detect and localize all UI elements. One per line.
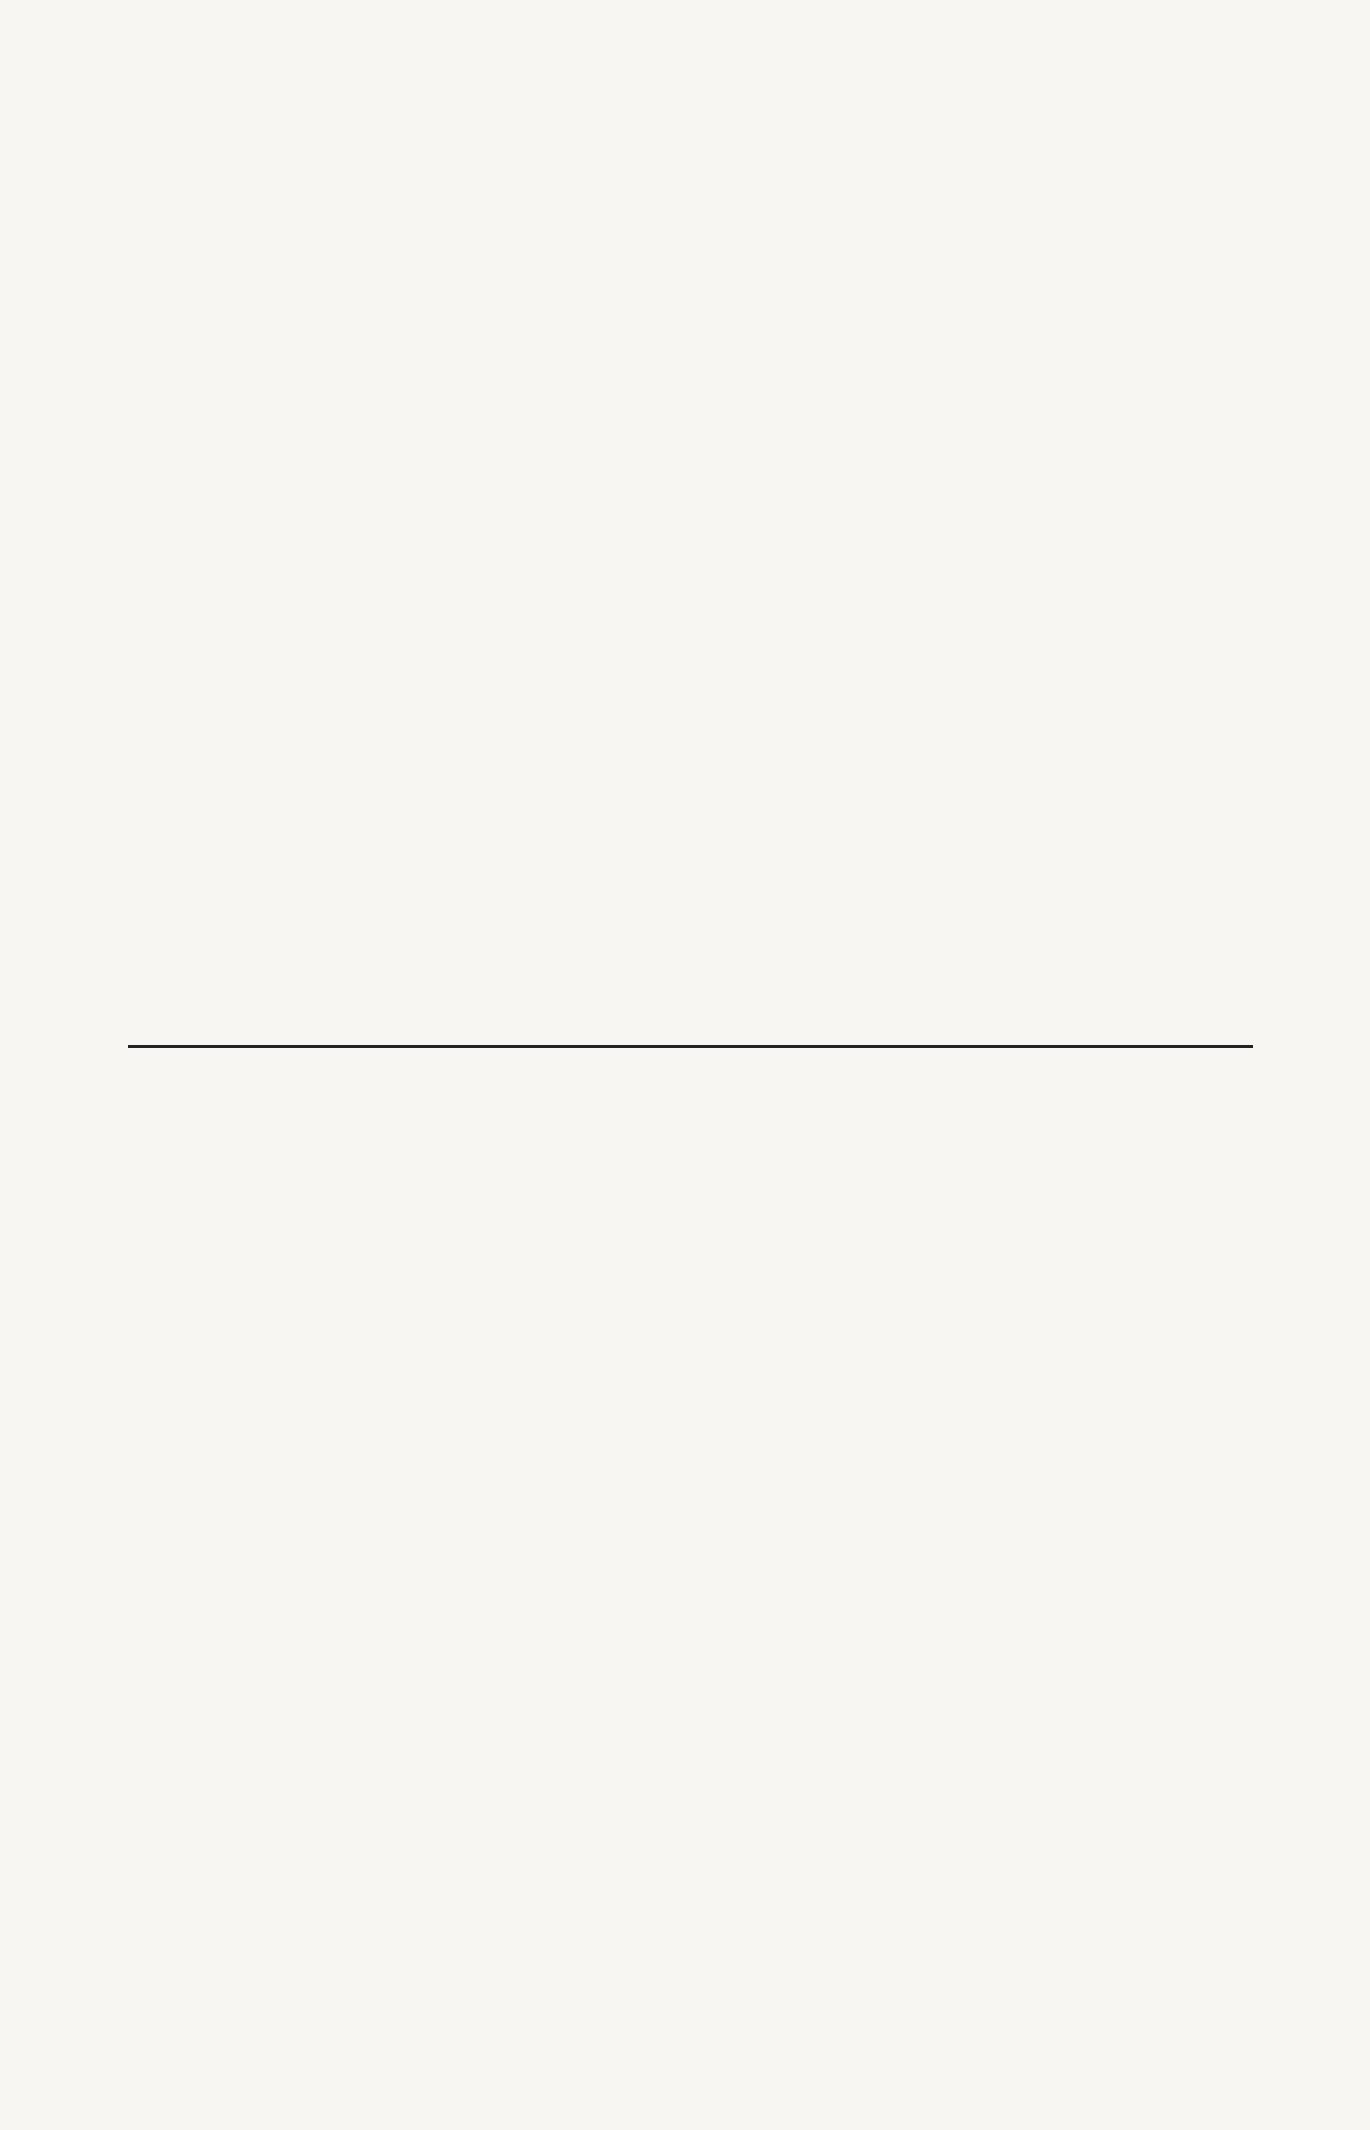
section-divider (128, 1045, 1253, 1048)
